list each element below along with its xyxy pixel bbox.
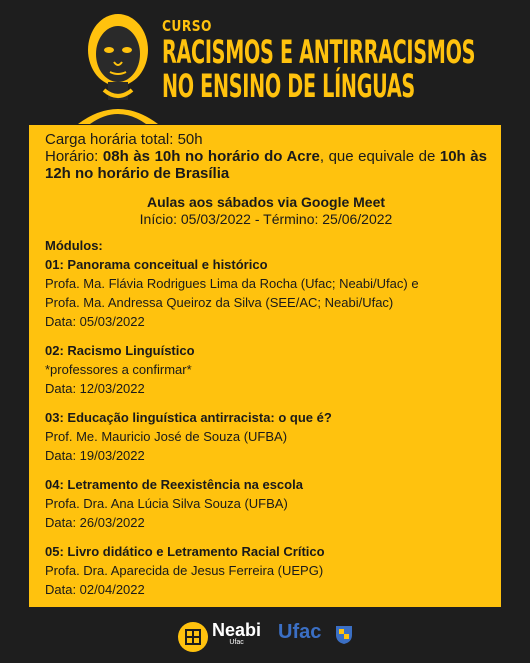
module-line: Prof. Me. Mauricio José de Souza (UFBA) (45, 429, 288, 444)
module-title: 05: Livro didático e Letramento Racial Crítico (45, 544, 325, 559)
course-title-line2: NO ENSINO DE LÍNGUAS (162, 67, 415, 105)
module-date: Data: 19/03/2022 (45, 448, 145, 463)
module-line: Profa. Ma. Andressa Queiroz da Silva (SEE/AC; Neabi/Ufac) (45, 295, 394, 310)
horario-mid: , que equivale de (319, 148, 440, 165)
module-line: Profa. Dra. Aparecida de Jesus Ferreira (UEPG) (45, 563, 324, 578)
neabi-sub: Ufac (229, 639, 244, 646)
horario-label: Horário: (45, 148, 103, 165)
modules-heading: Módulos: (45, 238, 103, 253)
course-kicker: CURSO (162, 17, 212, 35)
module-date: Data: 26/03/2022 (45, 515, 145, 530)
neabi-wordmark (212, 621, 261, 647)
carga-horaria: Carga horária total: 50h (45, 131, 203, 148)
module-item (45, 408, 487, 465)
schedule-block (45, 194, 487, 228)
module-title: 04: Letramento de Reexistência na escola (45, 477, 303, 492)
module-date: Data: 12/03/2022 (45, 381, 145, 396)
footer (0, 607, 530, 663)
module-line: Profa. Dra. Ana Lúcia Silva Souza (UFBA) (45, 496, 288, 511)
ufac-shield-icon (333, 623, 355, 645)
module-item (45, 341, 487, 398)
modules-section (45, 236, 487, 599)
horario (45, 148, 487, 182)
module-title: 03: Educação linguística antirracista: o que é? (45, 410, 332, 425)
portrait-illustration (70, 6, 166, 124)
course-title-block (162, 18, 530, 103)
ufac-wordmark: Ufac (278, 621, 322, 643)
header (0, 0, 530, 125)
module-date: Data: 05/03/2022 (45, 314, 145, 329)
neabi-logo-icon (178, 622, 208, 652)
module-title: 01: Panorama conceitual e histórico (45, 257, 268, 272)
course-title-line1: RACISMOS E ANTIRRACISMOS (162, 33, 476, 71)
module-item (45, 475, 487, 532)
module-title: 02: Racismo Linguístico (45, 343, 195, 358)
horario-brasilia: 10h às 12h no horário de Brasília (45, 148, 487, 182)
module-line: Profa. Ma. Flávia Rodrigues Lima da Rocha (Ufac; Neabi/Ufac) e (45, 276, 419, 291)
module-date: Data: 02/04/2022 (45, 582, 145, 597)
neabi-name: Neabi (212, 620, 262, 640)
periodo-text: Início: 05/03/2022 - Término: 25/06/2022 (139, 211, 393, 227)
horario-acre: 08h às 10h no horário do Acre (102, 148, 320, 165)
info-card (29, 125, 501, 607)
module-item (45, 542, 487, 599)
module-line: *professores a confirmar* (45, 362, 192, 377)
aulas-text: Aulas aos sábados via Google Meet (146, 194, 386, 210)
module-item (45, 255, 487, 331)
